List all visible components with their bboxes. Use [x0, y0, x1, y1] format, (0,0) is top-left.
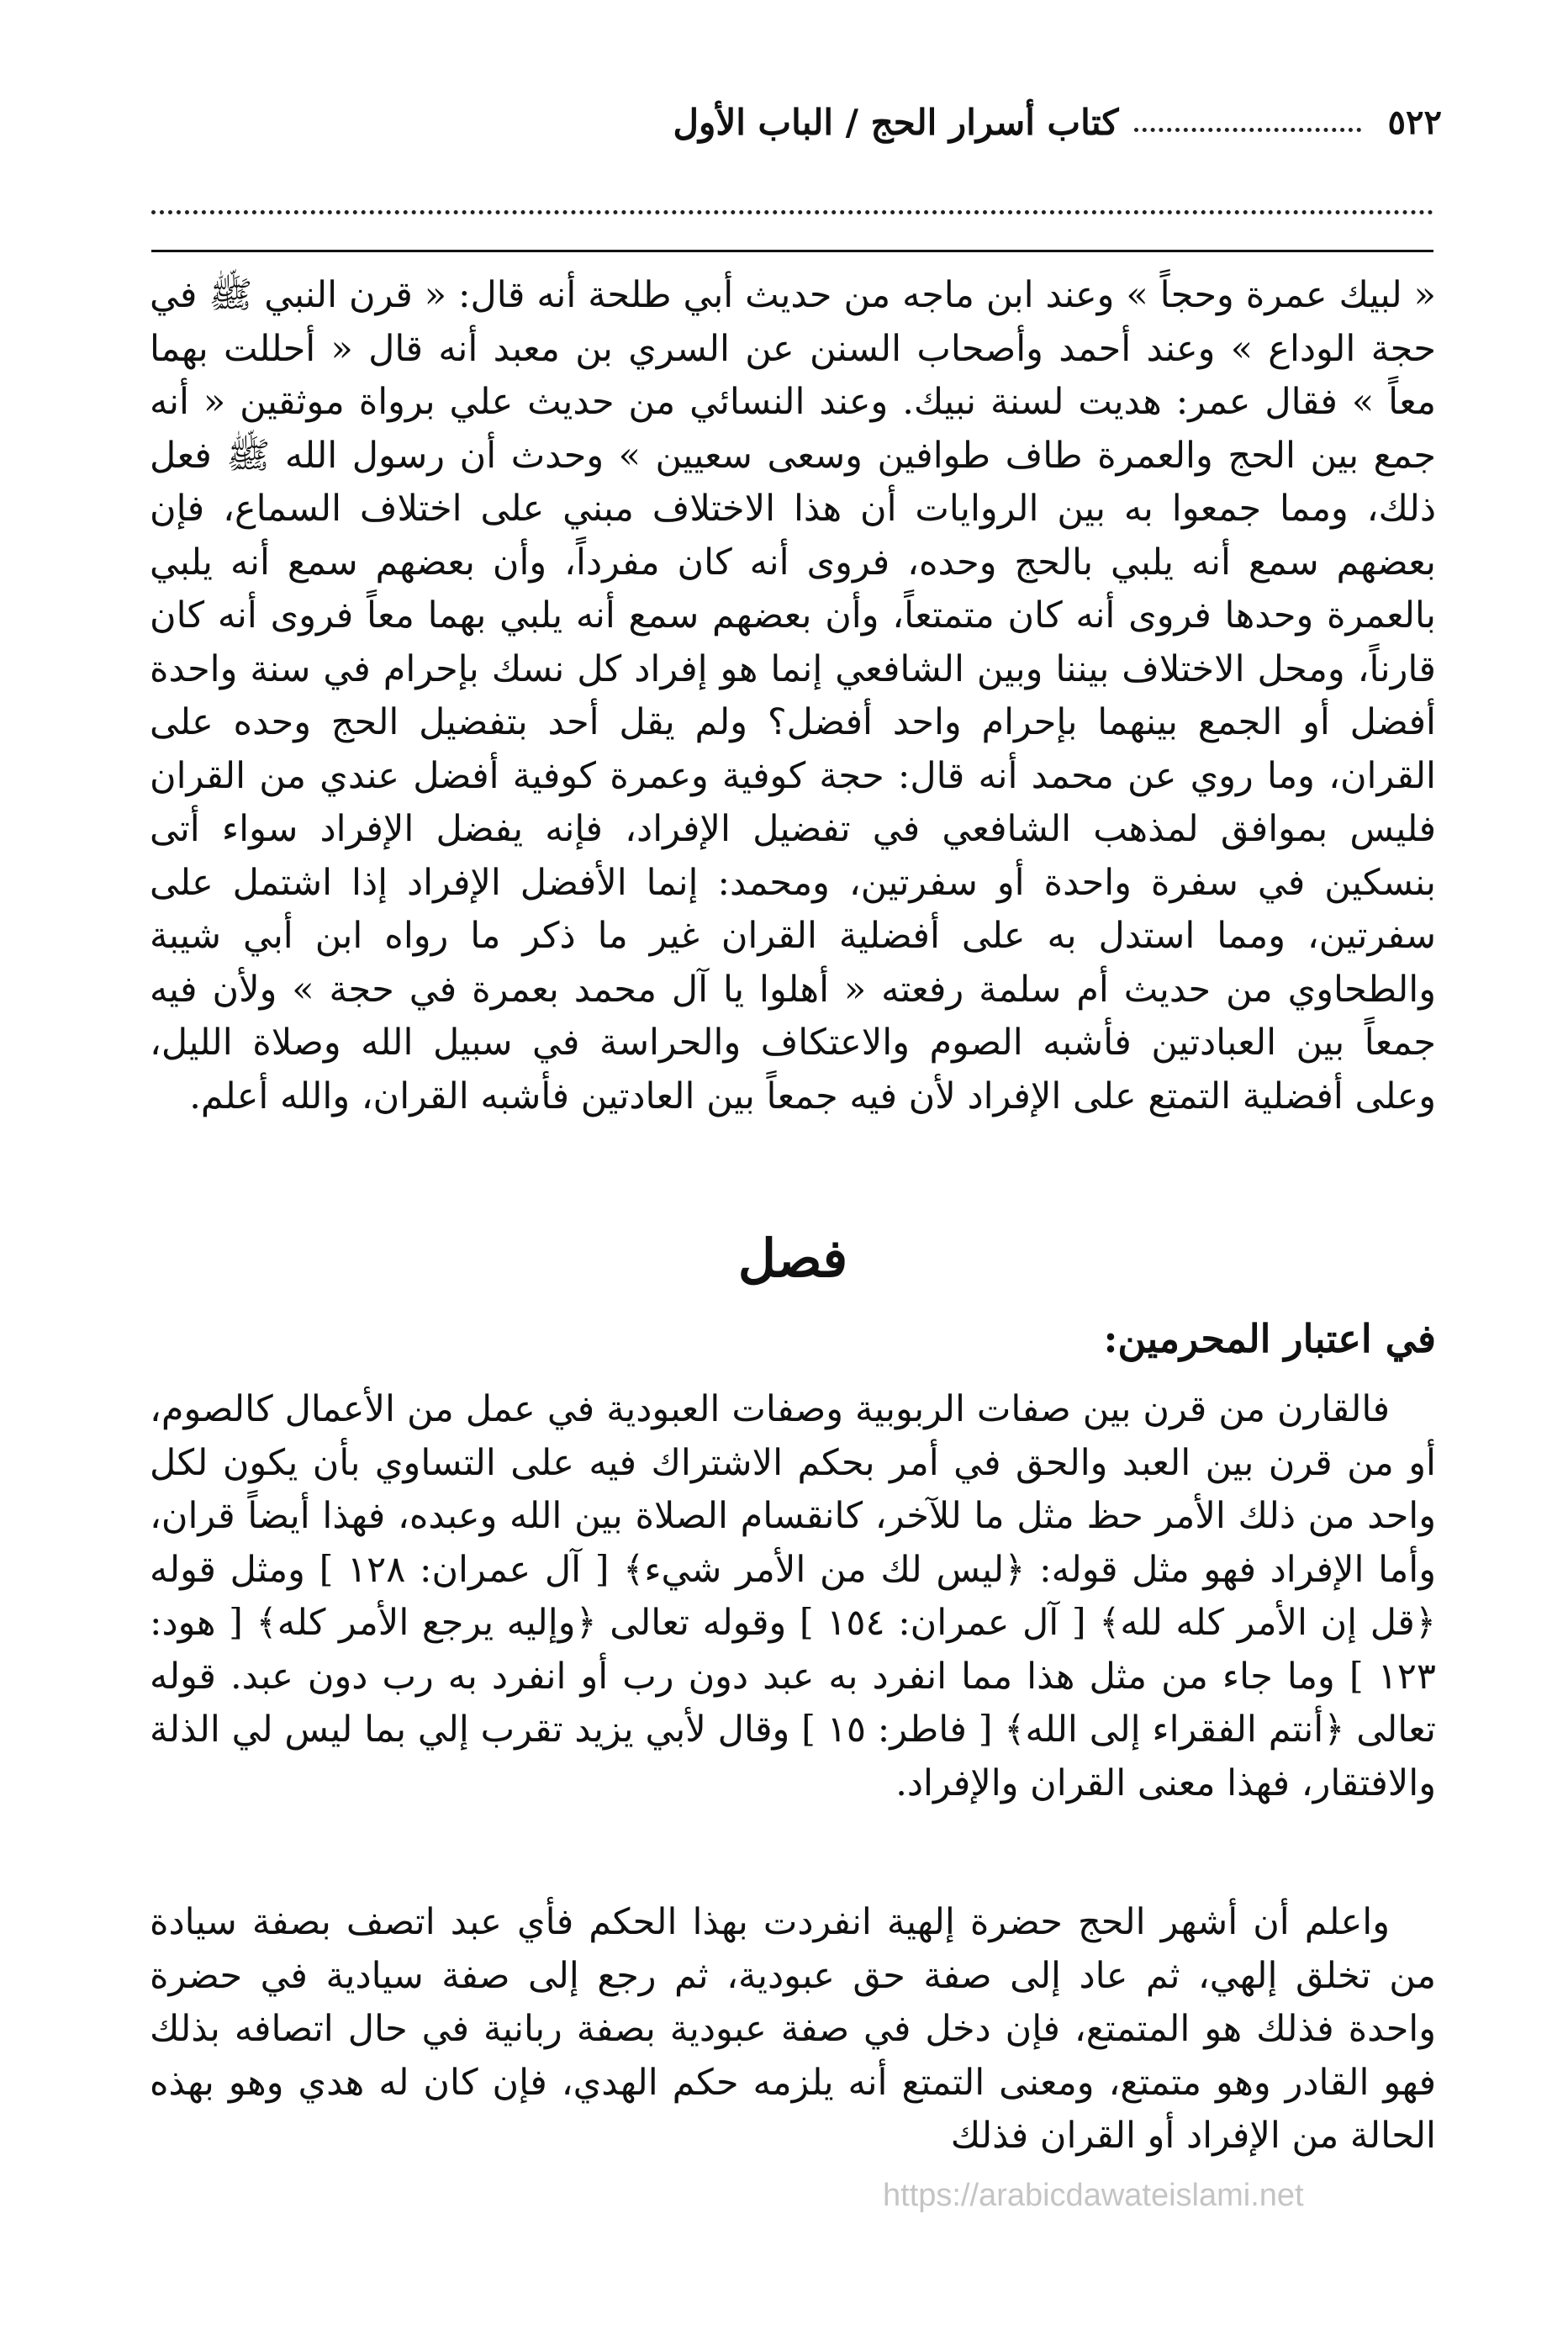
- body-paragraph: « لبيك عمرة وحجاً » وعند ابن ماجه من حديث أبي طلحة أنه قال: « قرن النبي ﷺ في حجة الوداع » وعند أحمد وأصحاب السنن عن السري بن معبد أنه قال « أحللت بهما معاً » فقال عمر: هديت لسنة نبيك. وعند النسائي من حديث علي برواة موثقين « أنه جمع بين الحج والعمرة طاف طوافين وسعى سعيين » وحدث أن رسول الله ﷺ فعل ذلك، ومما جمعوا به بين الروايات أن هذا الاختلاف مبني على اختلاف السماع، فإن بعضهم سمع أنه يلبي بالحج وحده، فروى أنه كان مفرداً، وأن بعضهم سمع أنه يلبي بالعمرة وحدها فروى أنه كان متمتعاً، وأن بعضهم سمع أنه يلبي بهما معاً فروى أنه كان قارناً، ومحل الاختلاف بيننا وبين الشافعي إنما هو إفراد كل نسك بإحرام في سنة واحدة أفضل أو الجمع بينهما بإحرام واحد أفضل؟ ولم يقل أحد بتفضيل الحج وحده على القران، وما روي عن محمد أنه قال: حجة كوفية وعمرة كوفية أفضل عندي من القران فليس بموافق لمذهب الشافعي في تفضيل الإفراد، فإنه يفضل الإفراد سواء أتى بنسكين في سفرة واحدة أو سفرتين، ومحمد: إنما الأفضل الإفراد إذا اشتمل على سفرتين، ومما استدل به على أفضلية القران غير ما ذكر ما رواه ابن أبي شيبة والطحاوي من حديث أم سلمة رفعته « أهلوا يا آل محمد بعمرة في حجة » ولأن فيه جمعاً بين العبادتين فأشبه الصوم والاعتكاف والحراسة في سبيل الله وصلاة الليل، وعلى أفضلية التمتع على الإفراد لأن فيه جمعاً بين العادتين فأشبه القران، والله أعلم.: [150, 274, 1436, 1117]
- header-dotted-leader: [1134, 128, 1361, 132]
- header-dotted-rule: [151, 210, 1433, 214]
- section-heading: فصل: [737, 1228, 848, 1289]
- header-solid-rule: [151, 250, 1433, 252]
- running-header: [147, 88, 1442, 156]
- running-header-title: كتاب أسرار الحج / الباب الأول: [673, 101, 1119, 143]
- page-number: ٥٢٢: [1387, 102, 1442, 142]
- body-paragraph: واعلم أن أشهر الحج حضرة إلهية انفردت بهذا الحكم فأي عبد اتصف بصفة سيادة من تخلق إلهي، ثم عاد إلى صفة حق عبودية، ثم رجع إلى صفة سيادية في حضرة واحدة فذلك هو المتمتع، فإن دخل في صفة عبودية بصفة ربانية في حال اتصافه بذلك فهو القادر وهو متمتع، ومعنى التمتع أنه يلزمه حكم الهدي، فإن كان له هدي وهو بهذه الحالة من الإفراد أو القران فذلك: [150, 1901, 1436, 2157]
- section-subheading: في اعتبار المحرمين:: [1103, 1316, 1436, 1361]
- body-paragraph: فالقارن من قرن بين صفات الربوبية وصفات العبودية في عمل من الأعمال كالصوم، أو من قرن بين العبد والحق في أمر بحكم الاشتراك فيه على التساوي بأن يكون لكل واحد من ذلك الأمر حظ مثل ما للآخر، كانقسام الصلاة بين الله وعبده، فهذا أيضاً قران، وأما الإفراد فهو مثل قوله: ﴿ليس لك من الأمر شيء﴾ [ آل عمران: ١٢٨ ] ومثل قوله ﴿قل إن الأمر كله لله﴾ [ آل عمران: ١٥٤ ] وقوله تعالى ﴿وإليه يرجع الأمر كله﴾ [ هود: ١٢٣ ] وما جاء من مثل هذا مما انفرد به عبد دون رب أو انفرد به رب دون عبد. قوله تعالى ﴿أنتم الفقراء إلى الله﴾ [ فاطر: ١٥ ] وقال لأبي يزيد تقرب إلي بما ليس لي الذلة والافتقار، فهذا معنى القران والإفراد.: [150, 1388, 1437, 1804]
- watermark-url: https://arabicdawateislami.net: [883, 2178, 1304, 2213]
